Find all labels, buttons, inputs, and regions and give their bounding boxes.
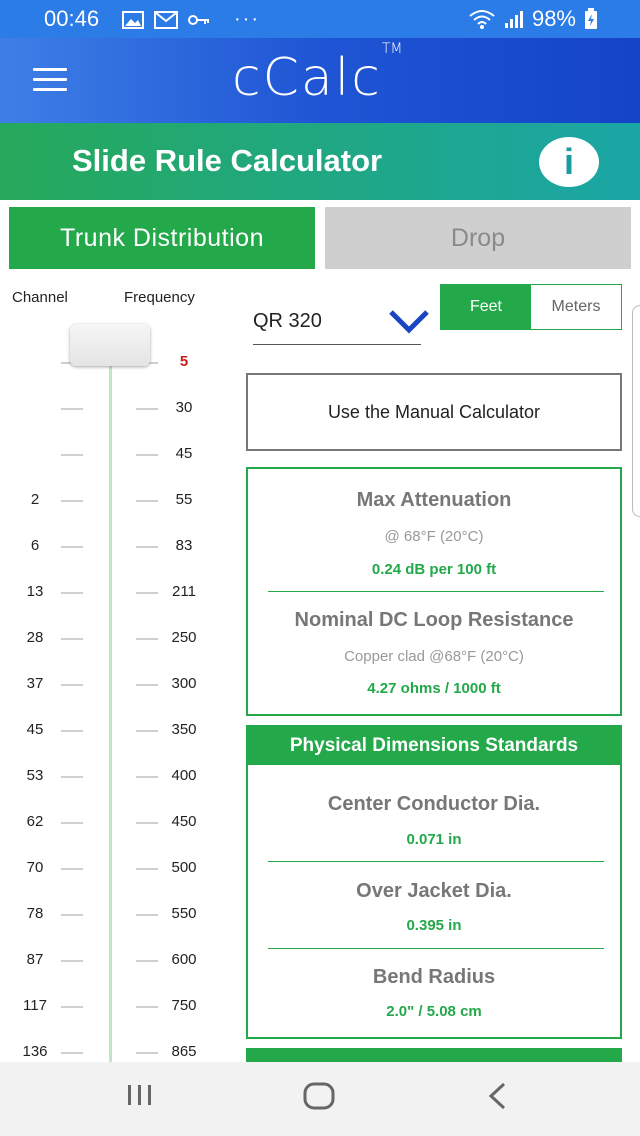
electrical-specs-card (246, 467, 622, 716)
system-nav-bar (0, 1062, 640, 1136)
frequency-label: 450 (171, 813, 197, 830)
frequency-label: 600 (171, 951, 197, 968)
frequency-label: 55 (175, 491, 193, 508)
frequency-label: 400 (171, 767, 197, 784)
page-title: Slide Rule Calculator (72, 143, 383, 178)
frequency-label: 750 (171, 997, 197, 1014)
frequency-tick (136, 684, 158, 686)
dc-loop-title: Nominal DC Loop Resistance (294, 609, 574, 631)
back-icon[interactable] (486, 1082, 508, 1110)
frequency-tick (136, 500, 158, 502)
frequency-tick (136, 1052, 158, 1054)
channel-tick (61, 684, 83, 686)
frequency-label: 211 (172, 583, 196, 600)
frequency-tick (136, 822, 158, 824)
info-button[interactable]: i (539, 137, 599, 187)
frequency-tick (136, 592, 158, 594)
units-feet-button[interactable]: Feet (441, 285, 531, 329)
center-conductor-title: Center Conductor Dia. (327, 793, 541, 815)
channel-label: 45 (26, 721, 44, 738)
channel-tick (61, 776, 83, 778)
menu-icon[interactable] (33, 68, 67, 92)
channel-label: 78 (26, 905, 44, 922)
cable-type-value: QR 320 (253, 310, 322, 332)
frequency-tick (136, 1006, 158, 1008)
frequency-label: 500 (171, 859, 197, 876)
frequency-tick (136, 546, 158, 548)
recent-apps-icon[interactable] (126, 1082, 154, 1108)
channel-tick (61, 960, 83, 962)
units-toggle (440, 284, 622, 330)
channel-label: 70 (26, 859, 44, 876)
channel-tick (61, 822, 83, 824)
app-logo: cCalc™ (232, 40, 403, 108)
frequency-label: 45 (175, 445, 193, 462)
channel-tick (61, 546, 83, 548)
frequency-label: 350 (171, 721, 197, 738)
channel-label: 37 (26, 675, 44, 692)
physical-dimensions-card (246, 725, 622, 1039)
channel-tick (61, 1052, 83, 1054)
status-bar (0, 0, 640, 38)
side-drawer-handle[interactable] (632, 305, 640, 517)
slider-track[interactable] (109, 350, 112, 1062)
frequency-tick (136, 868, 158, 870)
channel-label: 136 (22, 1043, 48, 1060)
channel-label: 28 (26, 629, 44, 646)
channel-tick (61, 592, 83, 594)
dc-loop-value: 4.27 ohms / 1000 ft (367, 680, 501, 697)
key-icon (188, 13, 210, 27)
frequency-header: Frequency (124, 289, 195, 306)
channel-label: 2 (30, 491, 40, 508)
over-jacket-title: Over Jacket Dia. (356, 880, 512, 902)
max-attenuation-value: 0.24 dB per 100 ft (371, 561, 497, 578)
max-attenuation-title: Max Attenuation (356, 489, 512, 511)
frequency-tick (136, 960, 158, 962)
frequency-label: 250 (171, 629, 197, 646)
frequency-label: 300 (171, 675, 197, 692)
channel-label: 6 (30, 537, 40, 554)
status-time: 00:46 (44, 6, 100, 31)
signal-icon (504, 9, 524, 29)
cable-type-select[interactable] (253, 300, 421, 345)
channel-tick (61, 638, 83, 640)
email-icon (154, 11, 178, 29)
image-icon (122, 11, 144, 29)
frequency-label: 550 (171, 905, 197, 922)
more-dots-icon: ··· (234, 8, 260, 30)
divider (268, 861, 604, 862)
battery-charging-icon (584, 8, 598, 30)
max-attenuation-condition: @ 68°F (20°C) (384, 528, 484, 545)
channel-tick (61, 730, 83, 732)
title-bar (0, 123, 640, 200)
channel-label: 13 (26, 583, 44, 600)
battery-percent: 98% (531, 6, 576, 31)
manual-calculator-button[interactable]: Use the Manual Calculator (246, 373, 622, 451)
channel-label: 117 (23, 997, 47, 1014)
tab-trunk-distribution[interactable]: Trunk Distribution (9, 207, 315, 269)
frequency-tick (136, 454, 158, 456)
frequency-tick (136, 776, 158, 778)
channel-label: 87 (26, 951, 44, 968)
channel-tick (61, 408, 83, 410)
frequency-label: 30 (175, 399, 193, 416)
units-meters-button[interactable]: Meters (531, 285, 621, 329)
divider (268, 948, 604, 949)
channel-label: 62 (26, 813, 44, 830)
slider-thumb[interactable] (70, 324, 150, 366)
home-icon[interactable] (303, 1082, 335, 1110)
bend-radius-value: 2.0" / 5.08 cm (386, 1003, 482, 1020)
frequency-label: 865 (171, 1043, 197, 1060)
dc-loop-condition: Copper clad @68°F (20°C) (344, 648, 524, 665)
channel-tick (61, 868, 83, 870)
channel-label: 53 (26, 767, 44, 784)
frequency-label: 5 (179, 353, 189, 370)
frequency-tick (136, 730, 158, 732)
center-conductor-value: 0.071 in (406, 831, 462, 848)
chevron-down-icon (389, 308, 429, 334)
channel-tick (61, 454, 83, 456)
frequency-tick (136, 638, 158, 640)
bend-radius-title: Bend Radius (372, 966, 496, 988)
channel-tick (61, 1006, 83, 1008)
channel-header: Channel (12, 289, 68, 306)
wifi-icon (468, 8, 496, 30)
divider (268, 591, 604, 592)
frequency-tick (136, 914, 158, 916)
frequency-tick (136, 408, 158, 410)
channel-tick (61, 500, 83, 502)
frequency-label: 83 (175, 537, 193, 554)
tab-drop[interactable]: Drop (325, 207, 631, 269)
app-bar (0, 38, 640, 123)
channel-tick (61, 914, 83, 916)
physical-dimensions-header: Physical Dimensions Standards (248, 727, 620, 765)
over-jacket-value: 0.395 in (406, 917, 462, 934)
